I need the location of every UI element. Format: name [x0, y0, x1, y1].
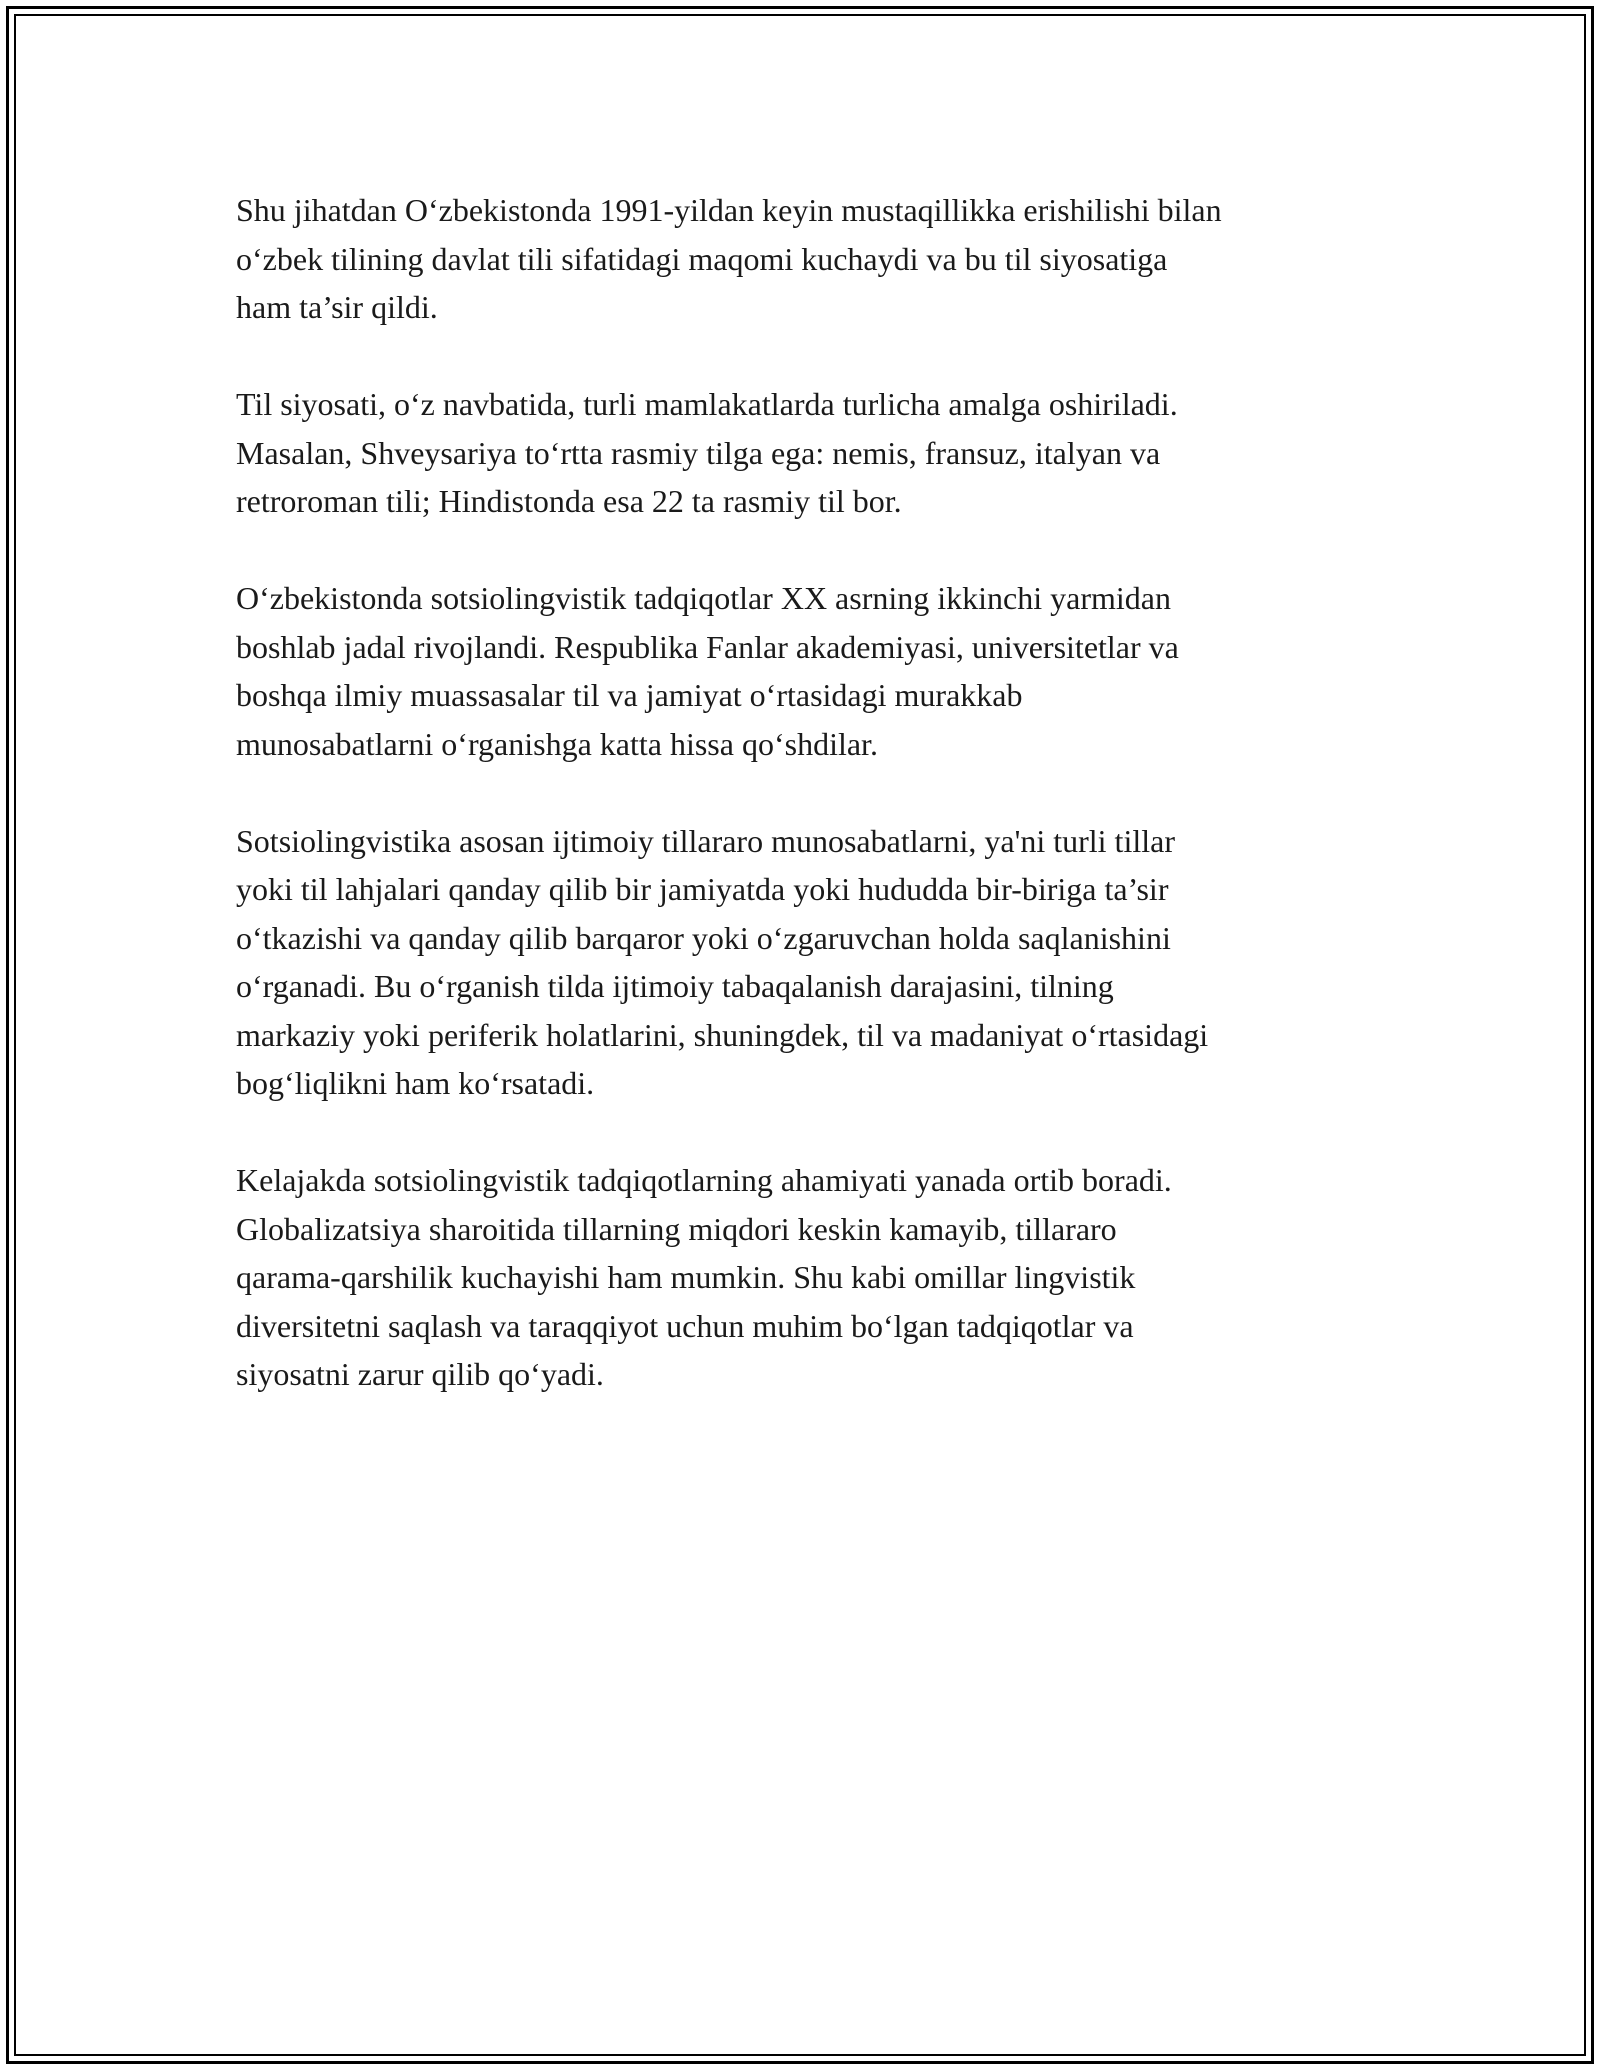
text-line: o‘tkazishi va qanday qilib barqaror yoki o‘zgaruvchan holda saqlanishini — [236, 919, 1171, 956]
text-line: O‘zbekistonda sotsiolingvistik tadqiqotlar XX asrning ikkinchi yarmidan — [236, 580, 1171, 616]
text-line: siyosatni zarur qilib qo‘yadi. — [236, 1356, 604, 1392]
text-line: Kelajakda sotsiolingvistik tadqiqotlarning ahamiyati yanada ortib boradi. — [236, 1162, 1172, 1198]
text-line: Globalizatsiya sharoitida tillarning miqdori keskin kamayib, tillararo — [236, 1210, 1117, 1247]
text-line: Shu jihatdan O‘zbekistonda 1991-yildan keyin mustaqillikka erishilishi bilan — [236, 192, 1222, 228]
text-line: boshqa ilmiy muassasalar til va jamiyat o‘rtasidagi murakkab — [236, 677, 1023, 713]
text-line: markaziy yoki periferik holatlarini, shuningdek, til va madaniyat o‘rtasidagi — [236, 1016, 1209, 1053]
text-line: munosabatlarni o‘rganishga katta hissa qo‘shdilar. — [236, 725, 878, 762]
text-line: qarama-qarshilik kuchayishi ham mumkin. Shu kabi omillar lingvistik — [236, 1259, 1136, 1295]
text-line: diversitetni saqlash va taraqqiyot uchun muhim bo‘lgan tadqiqotlar va — [236, 1307, 1134, 1344]
paragraph-5 — [236, 1156, 1386, 1399]
paragraph-1 — [236, 186, 1386, 332]
text-line: boshlab jadal rivojlandi. Respublika Fanlar akademiyasi, universitetlar va — [236, 628, 1179, 665]
paragraph-2 — [236, 380, 1386, 526]
paragraph-3 — [236, 574, 1386, 768]
text-line: retroroman tili; Hindistonda esa 22 ta rasmiy til bor. — [236, 483, 902, 519]
text-line: yoki til lahjalari qanday qilib bir jamiyatda yoki hududda bir-biriga ta’sir — [236, 871, 1169, 907]
text-line: Masalan, Shveysariya to‘rtta rasmiy tilga ega: nemis, fransuz, italyan va — [236, 434, 1161, 471]
text-line: o‘zbek tilining davlat tili sifatidagi maqomi kuchaydi va bu til siyosatiga — [236, 240, 1168, 277]
text-line: Til siyosati, o‘z navbatida, turli mamlakatlarda turlicha amalga oshiriladi. — [236, 386, 1178, 422]
text-line: ham ta’sir qildi. — [236, 289, 438, 325]
document-body — [236, 186, 1386, 1447]
text-line: o‘rganadi. Bu o‘rganish tilda ijtimoiy tabaqalanish darajasini, tilning — [236, 968, 1114, 1004]
text-line: Sotsiolingvistika asosan ijtimoiy tillararo munosabatlarni, ya'ni turli tillar — [236, 822, 1175, 859]
paragraph-4 — [236, 817, 1386, 1108]
text-line: bog‘liqlikni ham ko‘rsatadi. — [236, 1065, 595, 1101]
